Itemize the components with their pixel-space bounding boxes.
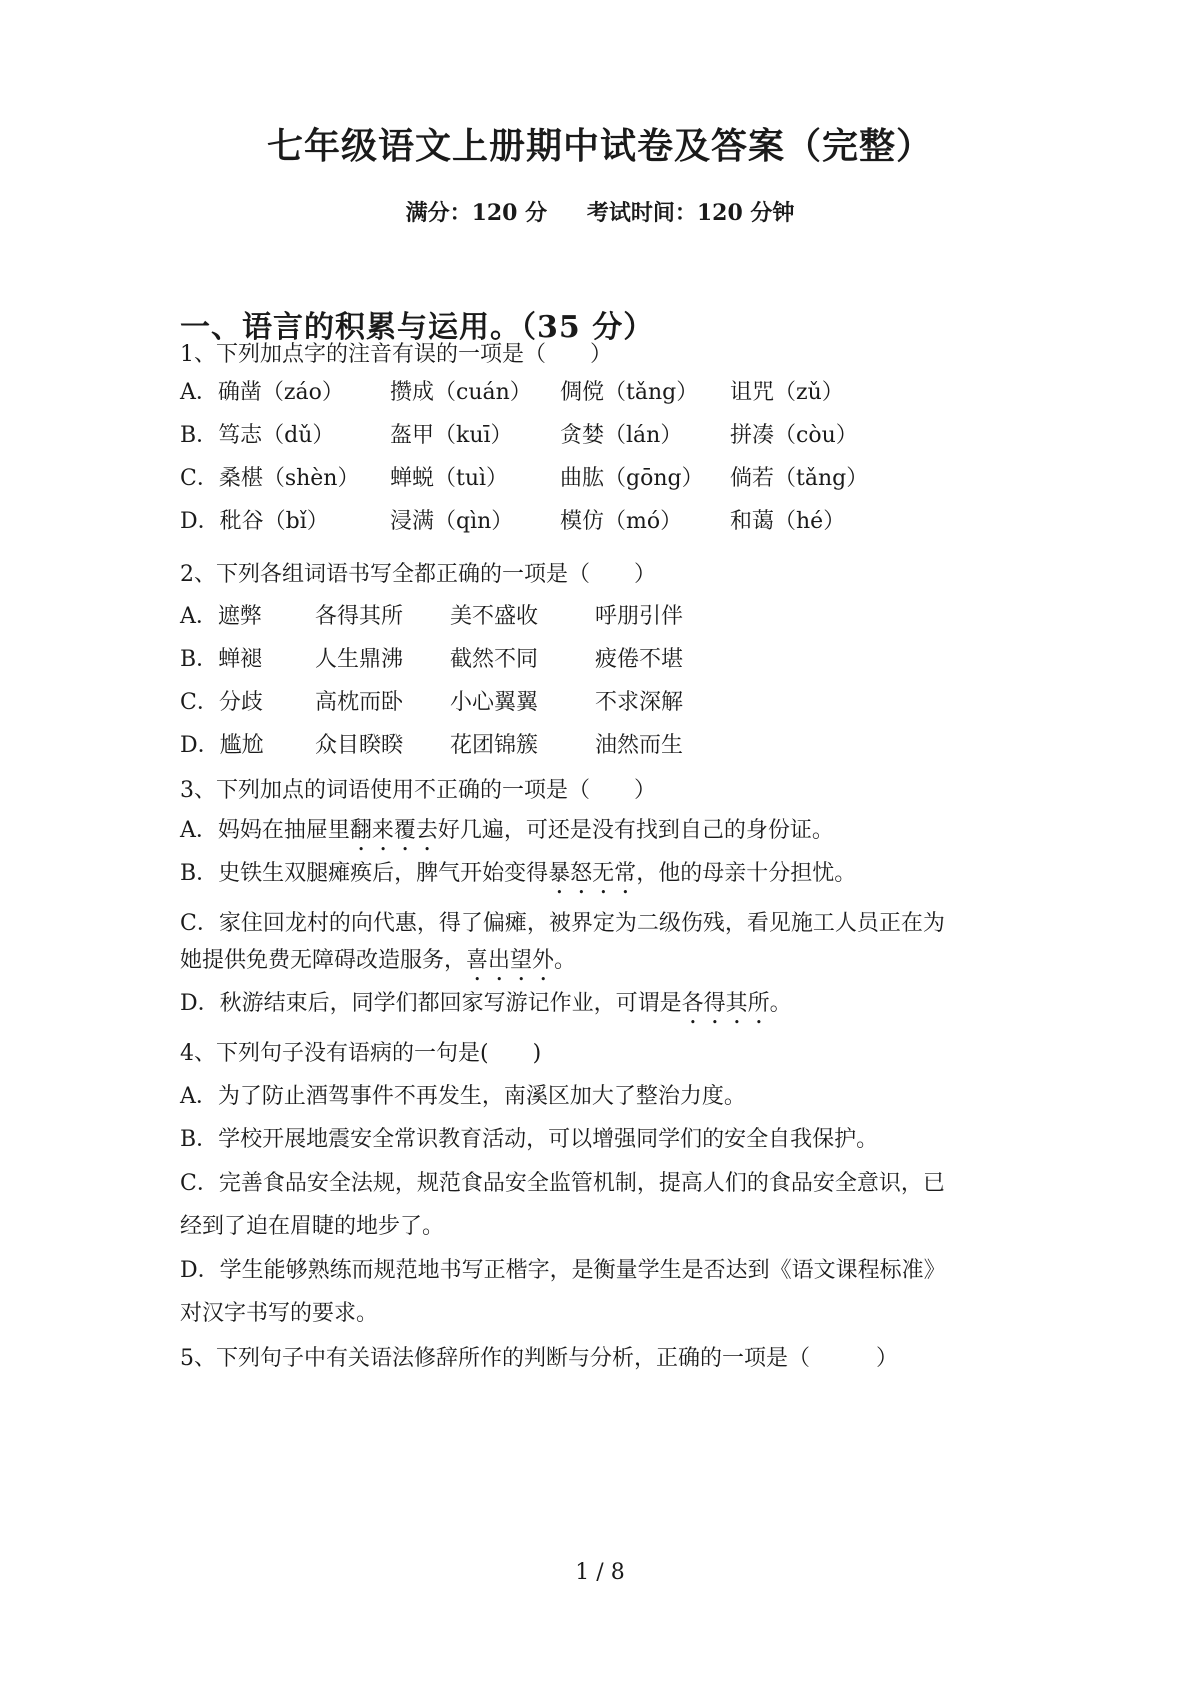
option-text: 攒成（cuán） bbox=[390, 380, 532, 405]
dotted-phrase: 喜出望外 bbox=[466, 948, 555, 973]
option-text: 人生鼎沸 bbox=[315, 647, 404, 672]
option-text: 拼凑（còu） bbox=[730, 423, 858, 448]
dotted-phrase: 各得其所 bbox=[681, 991, 770, 1016]
option-text: 众目睽睽 bbox=[315, 733, 404, 758]
question-1-option-row bbox=[180, 421, 1080, 451]
question-2-option-row bbox=[180, 602, 1080, 632]
question-4-option-b: B．学校开展地震安全常识教育活动，可以增强同学们的安全自我保护。 bbox=[180, 1127, 879, 1152]
question-4-stem: 4、下列句子没有语病的一句是( ) bbox=[180, 1041, 542, 1066]
option-text: B．笃志（dǔ） bbox=[180, 423, 335, 448]
option-text: 疲倦不堪 bbox=[595, 647, 684, 672]
option-text: 模仿（mó） bbox=[560, 509, 683, 534]
option-text: 不求深解 bbox=[595, 690, 684, 715]
page-number: 1 / 8 bbox=[575, 1560, 625, 1585]
option-text: 倜傥（tǎng） bbox=[560, 380, 699, 405]
option-text: 贪婪（lán） bbox=[560, 423, 683, 448]
section-heading: 一、语言的积累与运用。（35 分） bbox=[180, 310, 655, 345]
question-3-option-d: D．秋游结束后，同学们都回家写游记作业，可谓是各得其所。 bbox=[180, 991, 792, 1016]
option-text: 诅咒（zǔ） bbox=[730, 380, 844, 405]
option-text: 小心翼翼 bbox=[450, 690, 539, 715]
question-1-option-row bbox=[180, 464, 1080, 494]
option-text: D．尴尬 bbox=[180, 733, 264, 758]
option-text: A．确凿（záo） bbox=[180, 380, 344, 405]
question-3-option-c-line2: 她提供免费无障碍改造服务，喜出望外。 bbox=[180, 948, 577, 973]
option-text: 高枕而卧 bbox=[315, 690, 404, 715]
exam-time: 考试时间：120 分钟 bbox=[586, 200, 795, 226]
question-4-option-c-line1: C．完善食品安全法规，规范食品安全监管机制，提高人们的食品安全意识，已 bbox=[180, 1171, 945, 1196]
option-text: 各得其所 bbox=[315, 604, 404, 629]
question-2-option-row bbox=[180, 731, 1080, 761]
question-1-option-row bbox=[180, 378, 1080, 408]
question-4-option-c-line2: 经到了迫在眉睫的地步了。 bbox=[180, 1214, 445, 1239]
question-1-option-row bbox=[180, 507, 1080, 537]
option-text: 截然不同 bbox=[450, 647, 539, 672]
question-4-option-a: A．为了防止酒驾事件不再发生，南溪区加大了整治力度。 bbox=[180, 1084, 746, 1109]
question-2-option-row bbox=[180, 645, 1080, 675]
option-text: A．遮弊 bbox=[180, 604, 262, 629]
option-text: B．蝉褪 bbox=[180, 647, 263, 672]
option-text: 蝉蜕（tuì） bbox=[390, 466, 509, 491]
full-score: 满分：120 分 bbox=[405, 200, 548, 226]
question-3-option-c-line1: C．家住回龙村的向代惠，得了偏瘫，被界定为二级伤残，看见施工人员正在为 bbox=[180, 911, 945, 936]
option-text: C．桑椹（shèn） bbox=[180, 466, 360, 491]
question-4-option-d-line1: D．学生能够熟练而规范地书写正楷字，是衡量学生是否达到《语文课程标准》 bbox=[180, 1258, 946, 1283]
option-text: 浸满（qìn） bbox=[390, 509, 514, 534]
option-text: 和蔼（hé） bbox=[730, 509, 846, 534]
question-2-stem: 2、下列各组词语书写全都正确的一项是（ ） bbox=[180, 562, 656, 587]
question-3-stem: 3、下列加点的词语使用不正确的一项是（ ） bbox=[180, 778, 656, 803]
question-4-option-d-line2: 对汉字书写的要求。 bbox=[180, 1301, 379, 1326]
option-text: 花团锦簇 bbox=[450, 733, 539, 758]
option-text: 曲肱（gōng） bbox=[560, 466, 704, 491]
option-text: C．分歧 bbox=[180, 690, 263, 715]
document-title: 七年级语文上册期中试卷及答案（完整） bbox=[266, 125, 933, 167]
question-3-option-a: A．妈妈在抽屉里翻来覆去好几遍，可还是没有找到自己的身份证。 bbox=[180, 818, 834, 843]
question-2-option-row bbox=[180, 688, 1080, 718]
option-text: 盔甲（kuī） bbox=[390, 423, 513, 448]
option-text: 美不盛收 bbox=[450, 604, 539, 629]
option-text: 倘若（tǎng） bbox=[730, 466, 869, 491]
option-text: D．秕谷（bǐ） bbox=[180, 509, 329, 534]
dotted-phrase: 翻来覆去 bbox=[349, 818, 438, 843]
exam-info bbox=[0, 196, 1200, 227]
question-5-stem: 5、下列句子中有关语法修辞所作的判断与分析，正确的一项是（ ） bbox=[180, 1346, 898, 1371]
dotted-phrase: 暴怒无常 bbox=[548, 861, 637, 886]
question-3-option-b: B．史铁生双腿瘫痪后，脾气开始变得暴怒无常，他的母亲十分担忧。 bbox=[180, 861, 857, 886]
option-text: 呼朋引伴 bbox=[595, 604, 684, 629]
option-text: 油然而生 bbox=[595, 733, 684, 758]
question-1-stem: 1、下列加点字的注音有误的一项是（ ） bbox=[180, 342, 612, 367]
